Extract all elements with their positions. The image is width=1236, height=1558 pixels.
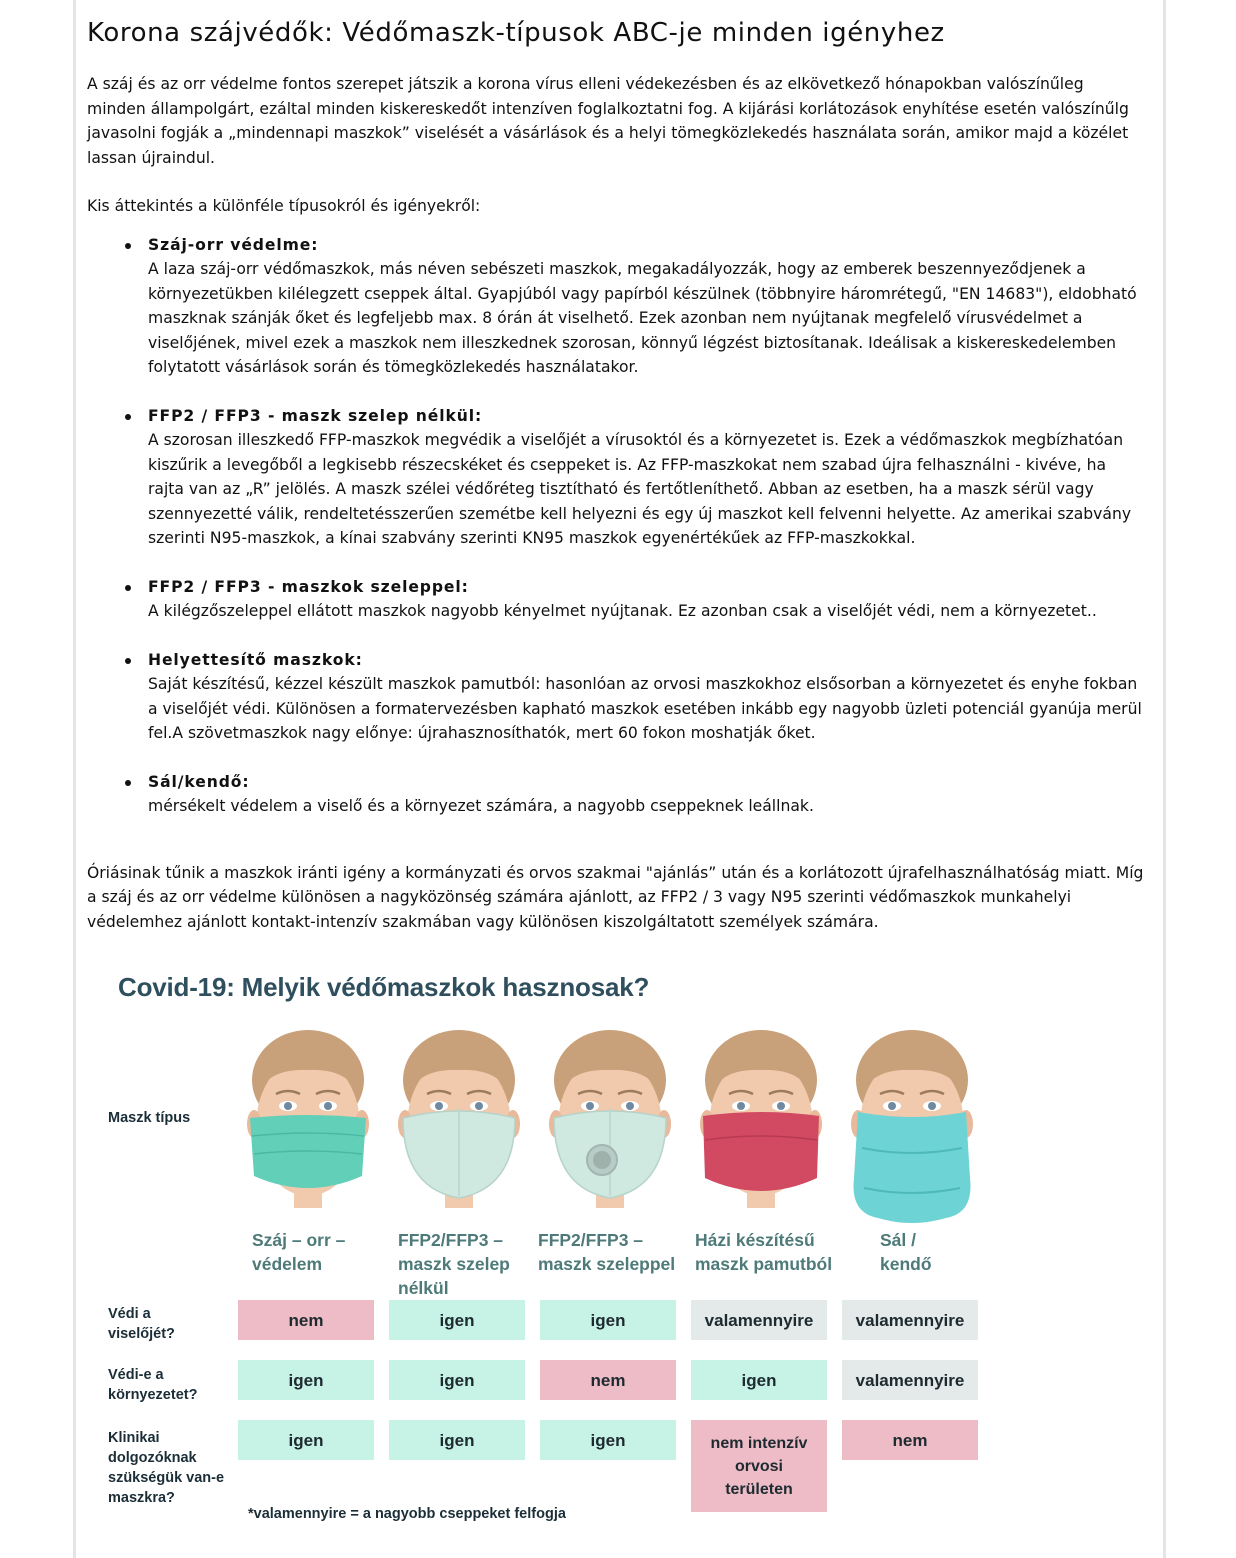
answer-cell: nem [842,1420,978,1460]
bullet-icon [125,414,131,420]
answer-cell: igen [540,1300,676,1340]
answer-cell: igen [691,1360,827,1400]
list-item-text: A szorosan illeszkedő FFP-maszkok megvédik a viselőjét a vírusoktól és a környezetet is. Ezek a védőmaszkok megbízhatóan kiszűrik a levegőből a legkisebb részecskéket és cseppeket is. Az FFP-maszkokat nem szabad újra felhasználni - kivéve, ha rajta van az „R” jelölés. A maszk szélei védőréteg tisztítható és fertőtleníthető. Abban az esetben, ha a maszk sérül vagy szennyezetté válik, rendeltetésszerűen szemétbe kell helyezni és egy új maszkot kell felvenni helyette. Az amerikai szabvány szerinti N95-maszkok, a kínai szabvány szerinti KN95 maszkok egyenértékűek az FFP-maszkokkal. [148,431,1132,547]
answer-cell: valamennyire [842,1360,978,1400]
closing-paragraph: Óriásinak tűnik a maszkok iránti igény a kormányzati és orvos szakmai "ajánlás” után és a korlátozott újrafelhasználhatóság miatt. Míg a száj és az orr védelme különösen a nagyközönség számára ajánlott, az FFP2 / 3 vagy N95 szerinti védőmaszkok munkahelyi védelemhez ajánlott kontakt-intenzív szakmában vagy különösen kiszolgáltatott személyek számára. [87,863,1144,931]
answer-cell: igen [389,1420,525,1460]
column-header: Sál / kendő [880,1230,932,1274]
answer-cell: igen [540,1420,676,1460]
list-item [148,233,1147,380]
answer-cell: nem [540,1360,676,1400]
list-item-text: A laza száj-orr védőmaszkok, más néven sebészeti maszkok, megakadályozzák, hogy az emberek beszennyeződjenek a környezetükben kilélegzett cseppek által. Gyapjúból vagy papírból készülnek (többnyire háromrétegű, "EN 14683"), eldobható maszknak szánják őket és legfeljebb max. 8 órán át viselhető. Ezek azonban nem nyújtanak megfelelő vírusvédelmet a viselőjének, mivel ezek a maszkok nem illeszkednek szorosan, könnyű légzést biztosítanak. Ideálisak a kiskereskedelemben folytatott vásárlások során és tömegközlekedés használatakor. [148,260,1137,376]
article-title: Korona szájvédők: Védőmaszk-típusok ABC-je minden igényhez [87,18,945,48]
face-mask-illustration [389,1028,529,1238]
list-item-title: FFP2 / FFP3 - maszk szelep nélkül: [148,406,483,425]
answer-cell: nem [238,1300,374,1340]
answer-cell: igen [238,1360,374,1400]
row-header: Védi-e a környezetet? [108,1367,198,1403]
row-header: Védi a viselőjét? [108,1306,175,1342]
face-mask-illustration [238,1028,378,1238]
answer-cell: igen [389,1300,525,1340]
mask-type-list [87,233,1147,819]
footnote: *valamennyire = a nagyobb cseppeket felfogja [248,1506,566,1522]
mask-type-label: Maszk típus [108,1110,191,1126]
column-header: Házi készítésű maszk pamutból [695,1230,833,1274]
answer-cell: igen [238,1420,374,1460]
face-mask-illustration [540,1028,680,1238]
list-item-title: FFP2 / FFP3 - maszkok szeleppel: [148,577,469,596]
answer-cell: igen [389,1360,525,1400]
answer-cell: valamennyire [842,1300,978,1340]
answer-cell: valamennyire [691,1300,827,1340]
answer-cell: nem intenzív orvosi területen [691,1420,827,1512]
infographic [92,958,1012,1548]
list-item-text: Saját készítésű, kézzel készült maszkok pamutból: hasonlóan az orvosi maszkokhoz elsősorban a környezetet és enyhe fokban a viselőjét védi. Különösen a formatervezésben kapható maszkok esetében inkább egy nagyobb üzleti potenciál gyanúja merül fel.A szövetmaszkok nagy előnye: újrahasznosíthatók, mert 60 fokon moshatják őket. [148,675,1142,742]
list-item-text: mérsékelt védelem a viselő és a környezet számára, a nagyobb cseppeknek leállnak. [148,797,814,815]
list-item [148,575,1147,624]
infographic-title: Covid-19: Melyik védőmaszkok hasznosak? [118,972,650,1002]
bullet-icon [125,658,131,664]
face-mask-illustration [842,1028,982,1238]
list-item-title: Sál/kendő: [148,772,250,791]
list-item-title: Száj-orr védelme: [148,235,319,254]
bullet-icon [125,585,131,591]
face-mask-illustration [691,1028,831,1238]
list-item [148,770,1147,819]
bullet-icon [125,780,131,786]
column-header: FFP2/FFP3 – maszk szeleppel [538,1230,676,1274]
bullet-icon [125,243,131,249]
list-item [148,648,1147,746]
list-item-text: A kilégzőszeleppel ellátott maszkok nagyobb kényelmet nyújtanak. Ez azonban csak a viselőjét védi, nem a környezetet.. [148,602,1097,620]
row-header: Klinikai dolgozóknak szükségük van-e maszkra? [108,1430,225,1506]
list-item [148,404,1147,551]
article [87,18,1147,934]
column-header: FFP2/FFP3 – maszk szelep nélkül [398,1230,510,1298]
list-item-title: Helyettesítő maszkok: [148,650,363,669]
intro-paragraph: A száj és az orr védelme fontos szerepet játszik a korona vírus elleni védekezésben és az elkövetkező hónapokban valószínűleg minden állampolgárt, ezáltal minden kiskereskedőt intenzíven foglalkoztatni fog. A kijárási korlátozások enyhítése esetén valószínűlg javasolni fogják a „mindennapi maszkok” viselését a vásárlások és a helyi tömegközlekedés használata során, amikor majd a közélet lassan újraindul. [87,75,1129,167]
column-header: Száj – orr – védelem [252,1230,346,1274]
overview-paragraph: Kis áttekintés a különféle típusokról és igényekről: [87,197,481,215]
